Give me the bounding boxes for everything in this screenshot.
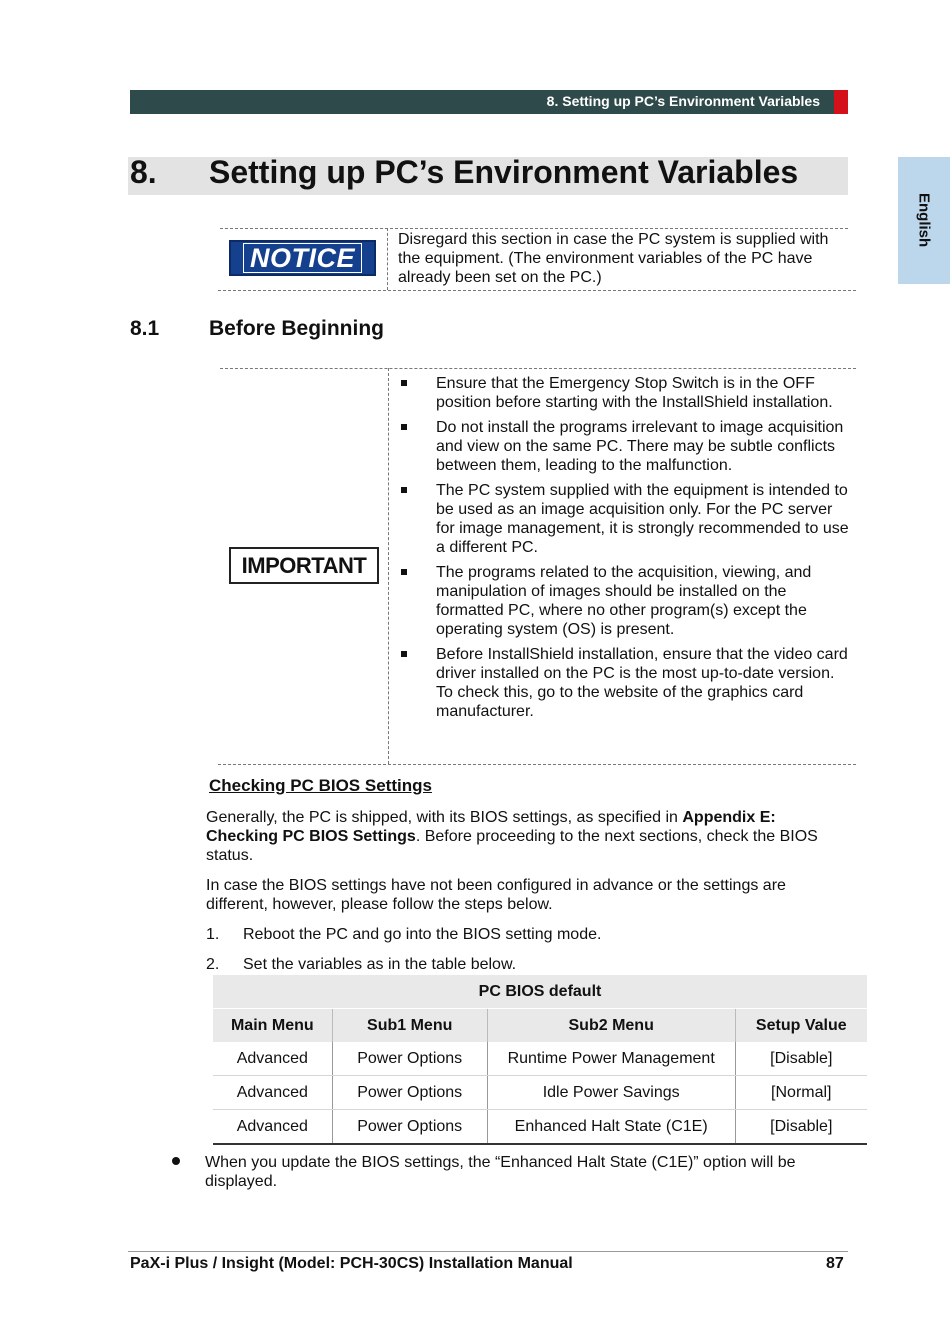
running-header: [130, 90, 834, 114]
note-text: When you update the BIOS settings, the “Enhanced Halt State (C1E)” option will be displayed.: [205, 1154, 796, 1190]
table-cell: [Normal]: [735, 1076, 867, 1110]
list-item: Do not install the programs irrelevant to image acquisition and view on the same PC. There may be subtle conflicts between them, leading to the malfunction.: [398, 418, 850, 475]
instructions-paragraph: In case the BIOS settings have not been configured in advance or the settings are different, however, please follow the steps below.: [206, 877, 786, 913]
intro-paragraph: Generally, the PC is shipped, with its BIOS settings, as specified in Appendix E: Checking PC BIOS Settings. Before proceeding to the next sections, check the BIOS status.: [206, 809, 818, 864]
square-bullet-icon: [401, 380, 407, 386]
table-cell: Idle Power Savings: [487, 1076, 735, 1110]
important-badge: [229, 547, 379, 584]
bios-update-note: [172, 1153, 832, 1191]
important-list: [398, 374, 850, 727]
notice-top-rule: [220, 228, 848, 229]
table-cell: Power Options: [332, 1110, 487, 1145]
step-item: 2. Set the variables as in the table below.: [206, 956, 517, 973]
bios-default-table: [213, 975, 867, 1145]
list-item: Ensure that the Emergency Stop Switch is in the OFF position before starting with the InstallShield installation.: [398, 374, 850, 412]
table-cell: [Disable]: [735, 1042, 867, 1076]
table-cell: [Disable]: [735, 1110, 867, 1145]
chapter-title: Setting up PC’s Environment Variables: [209, 154, 799, 190]
column-header: Sub2 Menu: [487, 1009, 735, 1043]
section-number: 8.1: [130, 317, 160, 340]
table-cell: Enhanced Halt State (C1E): [487, 1110, 735, 1145]
footer-manual-title: PaX-i Plus / Insight (Model: PCH-30CS) Installation Manual: [130, 1255, 573, 1272]
round-bullet-icon: [172, 1157, 180, 1165]
square-bullet-icon: [401, 651, 407, 657]
table-cell: Advanced: [213, 1076, 332, 1110]
appendix-reference: Appendix E: Checking PC BIOS Settings: [206, 809, 776, 845]
step-item: 1. Reboot the PC and go into the BIOS setting mode.: [206, 926, 602, 943]
important-bottom-rule: [218, 764, 856, 765]
square-bullet-icon: [401, 424, 407, 430]
square-bullet-icon: [401, 487, 407, 493]
running-header-title: 8. Setting up PC’s Environment Variables: [546, 93, 820, 109]
table-row: [213, 1076, 867, 1110]
footer-rule: [128, 1251, 848, 1252]
table-cell: Advanced: [213, 1042, 332, 1076]
notice-badge-label: NOTICE: [243, 243, 362, 273]
chapter-number: 8.: [130, 154, 157, 190]
notice-divider: [387, 228, 388, 290]
table-cell: Power Options: [332, 1042, 487, 1076]
column-header: Setup Value: [735, 1009, 867, 1043]
list-item: Before InstallShield installation, ensure that the video card driver installed on the PC is the most up-to-date version. To check this, go to the website of the graphics card manufacturer.: [398, 645, 850, 721]
notice-bottom-rule: [218, 290, 856, 291]
table-cell: Power Options: [332, 1076, 487, 1110]
subsection-heading: Checking PC BIOS Settings: [209, 776, 432, 795]
table-row: [213, 1110, 867, 1145]
table-row: [213, 1042, 867, 1076]
important-top-rule: [220, 368, 856, 369]
column-header: Sub1 Menu: [332, 1009, 487, 1043]
table-caption: PC BIOS default: [213, 975, 867, 1009]
table-cell: Runtime Power Management: [487, 1042, 735, 1076]
list-item: The PC system supplied with the equipment is intended to be used as an image acquisition only. For the PC server for image management, it is strongly recommended to use a different PC.: [398, 481, 850, 557]
square-bullet-icon: [401, 569, 407, 575]
page-number: 87: [826, 1255, 844, 1272]
notice-text: Disregard this section in case the PC system is supplied with the equipment. (The environment variables of the PC have already been set on the PC.): [398, 231, 829, 286]
notice-badge: [229, 240, 376, 276]
section-title: Before Beginning: [209, 317, 385, 340]
important-divider: [388, 368, 389, 764]
table-cell: Advanced: [213, 1110, 332, 1145]
list-item: The programs related to the acquisition, viewing, and manipulation of images should be installed on the formatted PC, where no other program(s) except the operating system (OS) is present.: [398, 563, 850, 639]
language-tab-label: English: [915, 193, 933, 248]
running-header-marker: [834, 90, 848, 114]
column-header: Main Menu: [213, 1009, 332, 1043]
important-badge-label: IMPORTANT: [241, 552, 367, 578]
